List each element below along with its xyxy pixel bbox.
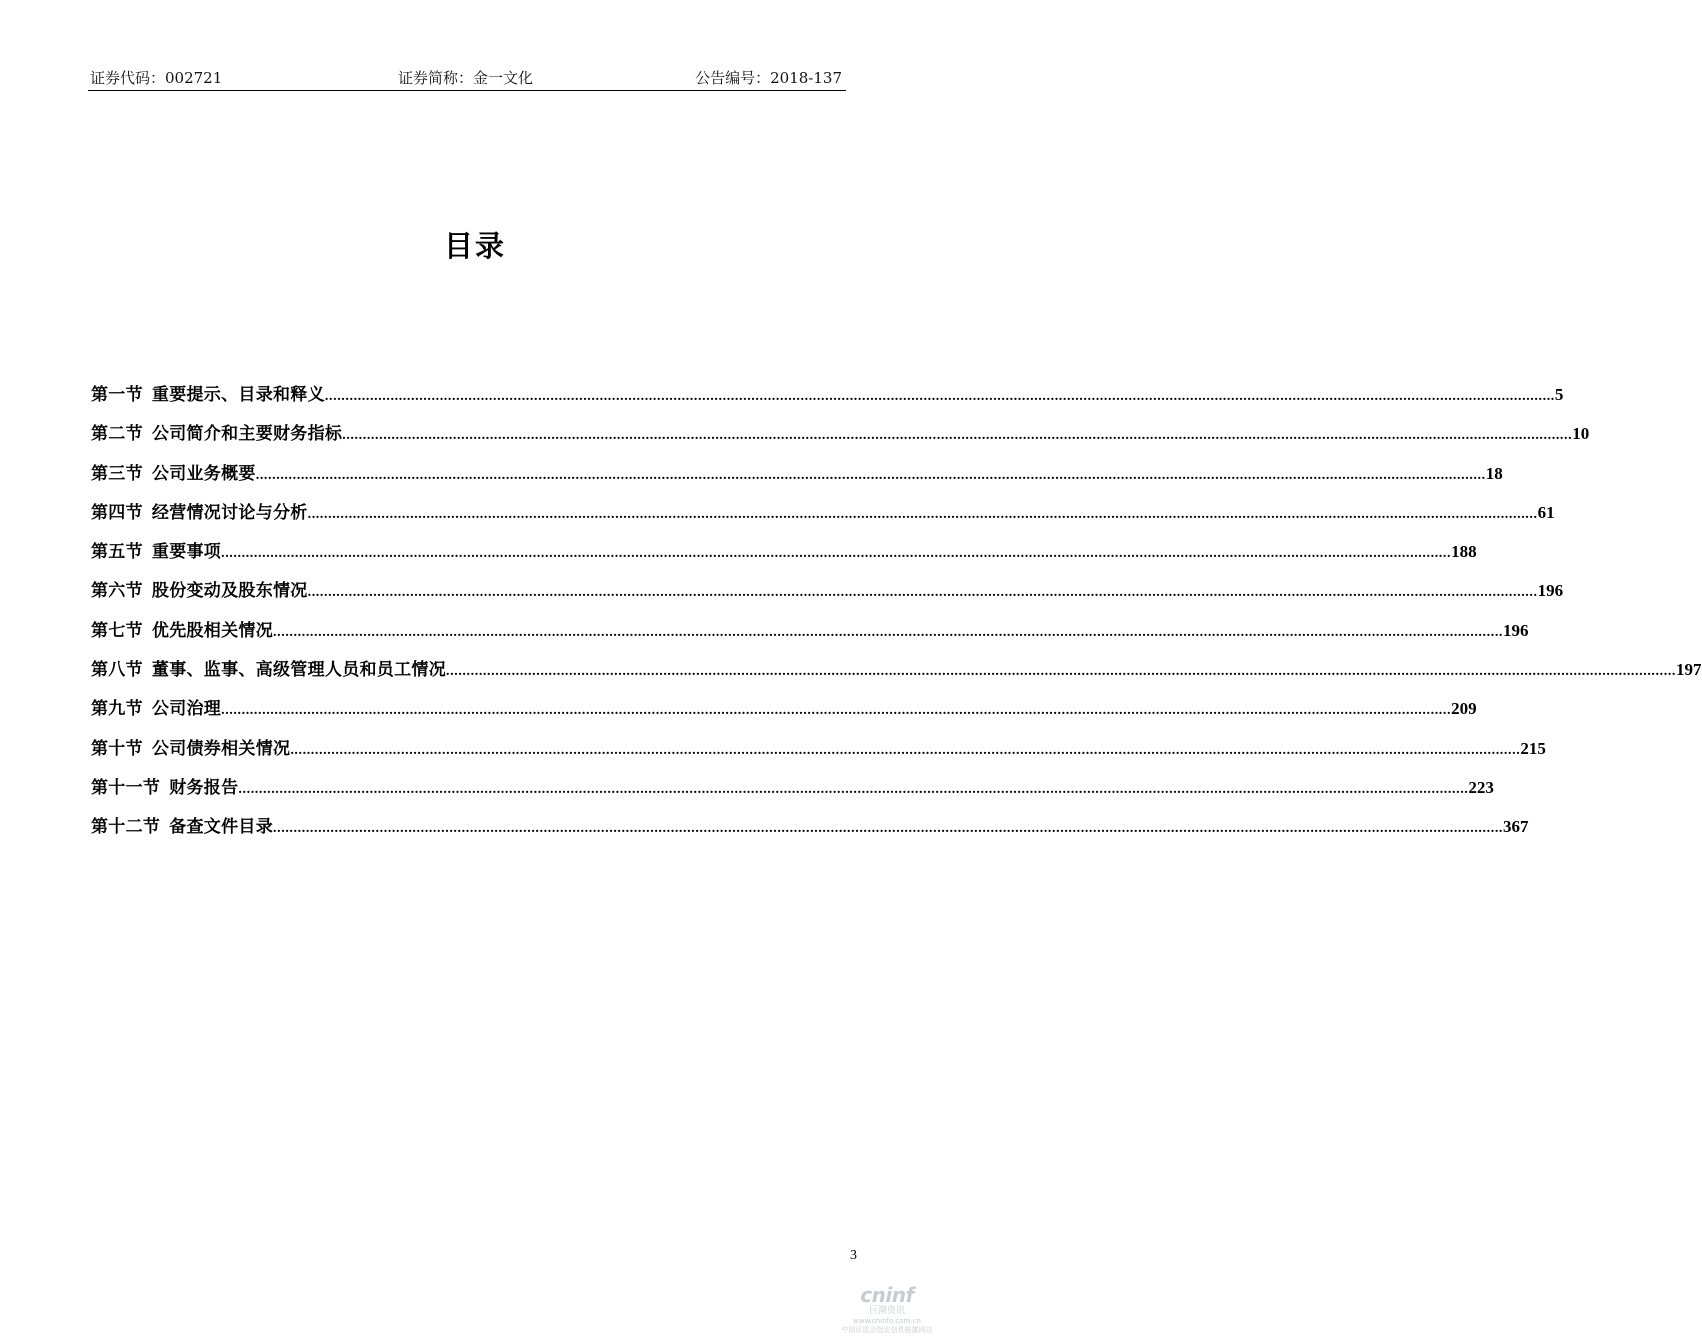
cninfo-logo: cninf (860, 1283, 914, 1307)
toc-leader-dots: ............................................................................................................................................................................................................................................................................................................ (255, 467, 1486, 483)
toc-entry-label (91, 694, 221, 719)
toc-leader-dots: ............................................................................................................................................................................................................................................................................................................ (307, 506, 1538, 522)
toc-leader-dots: ............................................................................................................................................................................................................................................................................................................ (273, 821, 1504, 837)
toc-entry[interactable] (91, 459, 1503, 498)
toc-section-number: 第四节 (91, 502, 143, 523)
toc-entry[interactable] (91, 576, 1564, 615)
toc-page-number: 5 (1554, 385, 1564, 404)
toc-leader-dots: ............................................................................................................................................................................................................................................................................................................ (238, 781, 1469, 797)
toc-page-number: 209 (1451, 699, 1477, 719)
document-title: 目录 (443, 229, 506, 263)
toc-leader-dots: ............................................................................................................................................................................................................................................................................................................ (307, 585, 1538, 601)
page-header (88, 68, 846, 91)
toc-section-title: 股份变动及股东情况 (151, 581, 308, 602)
toc-entry-label (91, 734, 290, 759)
toc-section-number: 第六节 (91, 581, 143, 602)
toc-section-title: 董事、监事、高级管理人员和员工情况 (151, 660, 447, 681)
toc-section-number: 第十一节 (91, 777, 161, 798)
toc-entry-label (91, 773, 238, 798)
toc-entry[interactable] (91, 537, 1477, 576)
toc-section-number: 第十二节 (91, 817, 161, 838)
toc-section-number: 第一节 (91, 385, 143, 405)
notice-number: 公告编号：2018-137 (695, 69, 842, 87)
toc-entry[interactable] (91, 773, 1494, 812)
toc-leader-dots: ............................................................................................................................................................................................................................................................................................................ (221, 703, 1452, 719)
toc-entry[interactable] (91, 380, 1564, 419)
toc-entry[interactable] (91, 616, 1529, 655)
toc-entry[interactable] (91, 498, 1555, 537)
toc-leader-dots: ............................................................................................................................................................................................................................................................................................................ (221, 546, 1452, 562)
toc-entry-label (91, 380, 325, 405)
toc-leader-dots: ............................................................................................................................................................................................................................................................................................................ (324, 389, 1555, 404)
toc-page-number: 196 (1537, 581, 1564, 601)
toc-section-title: 经营情况讨论与分析 (151, 502, 308, 523)
watermark-url: www.cninfo.com.cn (853, 1317, 921, 1325)
toc-entry[interactable] (91, 734, 1546, 773)
toc-page-number: 188 (1451, 542, 1477, 562)
toc-section-number: 第七节 (91, 620, 143, 641)
toc-leader-dots: ............................................................................................................................................................................................................................................................................................................ (273, 624, 1504, 640)
toc-entry[interactable] (91, 419, 1590, 458)
toc-section-number: 第八节 (91, 660, 143, 681)
stock-code: 证券代码：002721 (90, 69, 223, 87)
toc-entry[interactable] (91, 694, 1477, 733)
toc-entry-label (91, 616, 273, 641)
toc-entry-label (91, 576, 308, 601)
toc-leader-dots: ............................................................................................................................................................................................................................................................................................................ (290, 742, 1521, 758)
toc-page-number: 18 (1485, 463, 1503, 483)
toc-entry[interactable] (91, 812, 1529, 851)
toc-section-title: 备查文件目录 (169, 817, 274, 838)
toc-page-number: 367 (1503, 817, 1529, 837)
toc-section-title: 优先股相关情况 (151, 620, 274, 641)
toc-section-title: 公司债券相关情况 (151, 738, 291, 759)
toc-leader-dots: ............................................................................................................................................................................................................................................................................................................ (446, 664, 1677, 680)
toc-entry-label (91, 498, 308, 523)
toc-section-number: 第五节 (91, 542, 143, 563)
toc-page-number: 61 (1537, 502, 1555, 522)
toc-entry-label (91, 812, 273, 837)
toc-section-number: 第十节 (91, 738, 143, 759)
page-number: 3 (850, 1248, 857, 1263)
table-of-contents (91, 380, 1702, 852)
toc-section-number: 第九节 (91, 699, 143, 720)
toc-entry-label (91, 419, 342, 444)
toc-page-number: 223 (1468, 777, 1494, 797)
toc-entry-label (91, 459, 256, 484)
toc-section-title: 财务报告 (169, 777, 239, 798)
toc-page-number: 196 (1503, 620, 1529, 640)
toc-section-number: 第二节 (91, 424, 143, 445)
toc-section-title: 重要提示、目录和释义 (151, 385, 325, 405)
toc-page-number: 10 (1572, 424, 1590, 444)
toc-page-number: 197 (1676, 660, 1702, 680)
toc-section-number: 第三节 (91, 463, 143, 484)
toc-section-title: 公司治理 (151, 699, 222, 720)
toc-entry-label (91, 655, 446, 680)
toc-section-title: 公司简介和主要财务指标 (151, 424, 343, 445)
cninfo-watermark (832, 1284, 942, 1342)
stock-name: 证券简称：金一文化 (398, 69, 534, 87)
toc-page-number: 215 (1520, 738, 1546, 758)
toc-section-title: 公司业务概要 (151, 463, 256, 484)
watermark-subtitle: 巨潮资讯 (868, 1306, 905, 1316)
toc-leader-dots: ............................................................................................................................................................................................................................................................................................................ (342, 428, 1573, 444)
watermark-org: 中国证监会指定信息披露网站 (841, 1326, 933, 1334)
toc-entry[interactable] (91, 655, 1702, 694)
toc-section-title: 重要事项 (151, 542, 222, 563)
toc-entry-label (91, 537, 221, 562)
